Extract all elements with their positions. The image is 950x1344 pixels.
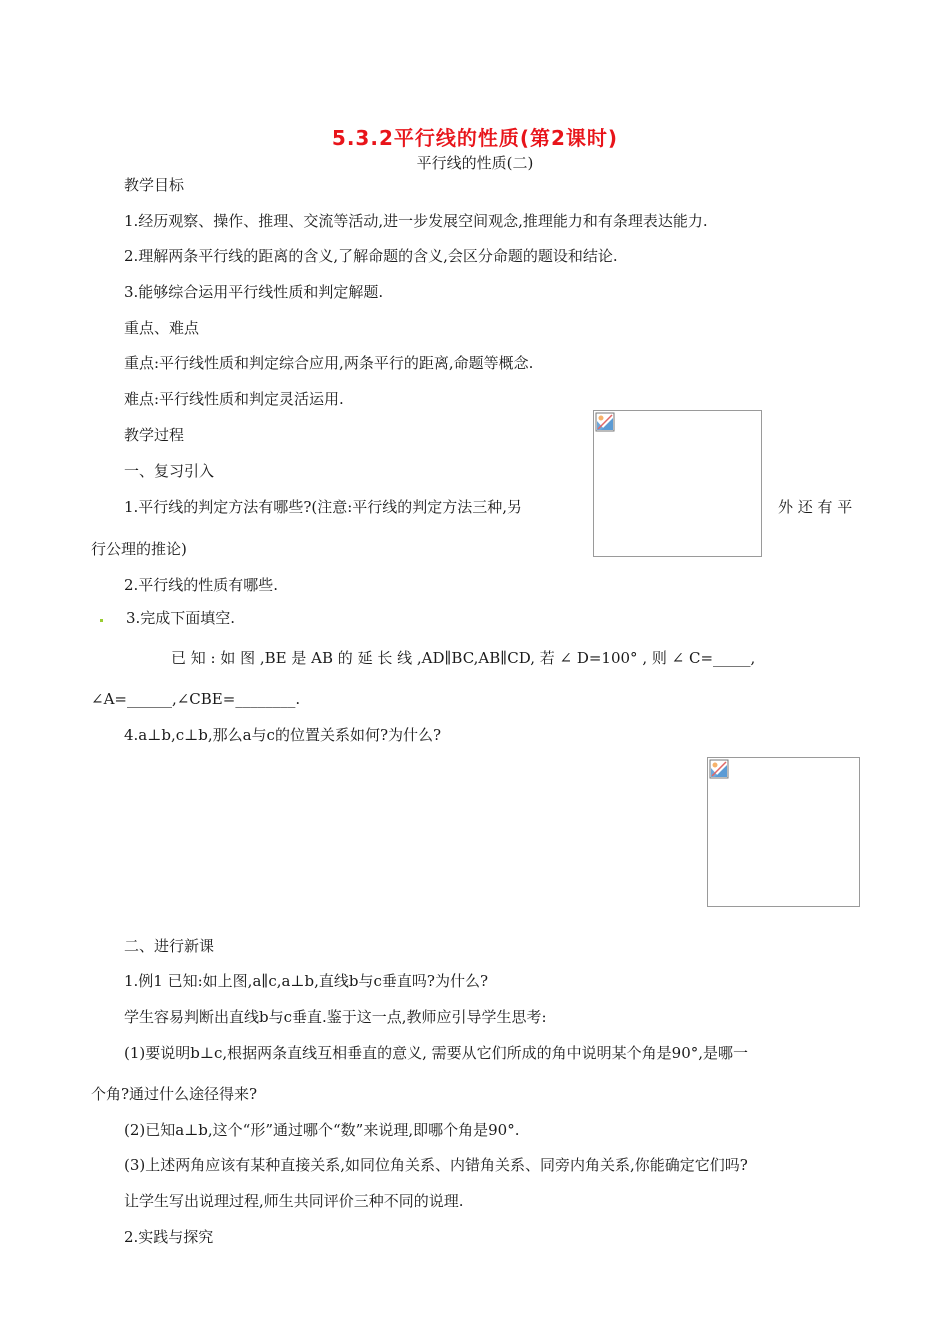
page-subtitle: 平行线的性质(二) xyxy=(416,154,534,172)
goal-3: 3.能够综合运用平行线性质和判定解题. xyxy=(124,283,384,301)
question-3-blanks: ∠A=______,∠CBE=________. xyxy=(91,690,301,708)
new-lesson-heading: 二、进行新课 xyxy=(124,937,215,955)
review-heading: 一、复习引入 xyxy=(124,462,215,480)
keypoint-line: 重点:平行线性质和判定综合应用,两条平行的距离,命题等概念. xyxy=(124,354,534,372)
page-title: 5.3.2平行线的性质(第2课时) xyxy=(331,126,619,150)
keypoints-heading: 重点、难点 xyxy=(124,319,200,337)
point-3: (3)上述两角应该有某种直接关系,如同位角关系、内错角关系、同旁内角关系,你能确定它们吗? xyxy=(124,1156,748,1174)
bullet-dot xyxy=(100,619,103,622)
example-1: 1.例1 已知:如上图,a∥c,a⊥b,直线b与c垂直吗?为什么? xyxy=(124,972,488,990)
example-1-note: 学生容易判断出直线b与c垂直.鉴于这一点,教师应引导学生思考: xyxy=(124,1008,547,1026)
question-3: 3.完成下面填空. xyxy=(126,609,236,627)
broken-image-icon xyxy=(595,412,615,432)
question-3-given: 已 知 : 如 图 ,BE 是 AB 的 延 长 线 ,AD∥BC,AB∥CD, 若 ∠ D=100° , 则 ∠ C=_____, xyxy=(171,649,756,667)
point-2: (2)已知a⊥b,这个“形”通过哪个“数”来说理,即哪个角是90°. xyxy=(124,1121,520,1139)
question-4: 4.a⊥b,c⊥b,那么a与c的位置关系如何?为什么? xyxy=(124,726,442,744)
question-1-part-2: 外 还 有 平 xyxy=(778,498,853,516)
question-2: 2.平行线的性质有哪些. xyxy=(124,576,279,594)
difficulty-line: 难点:平行线性质和判定灵活运用. xyxy=(124,390,344,408)
figure-image-2 xyxy=(707,757,860,907)
point-4: 让学生写出说理过程,师生共同评价三种不同的说理. xyxy=(124,1192,464,1210)
broken-image-icon xyxy=(709,759,729,779)
goal-2: 2.理解两条平行线的距离的含义,了解命题的含义,会区分命题的题设和结论. xyxy=(124,247,618,265)
goal-1: 1.经历观察、操作、推理、交流等活动,进一步发展空间观念,推理能力和有条理表达能力. xyxy=(124,212,708,230)
point-1-line-1: (1)要说明b⊥c,根据两条直线互相垂直的意义, 需要从它们所成的角中说明某个角是90°,是哪一 xyxy=(124,1044,749,1062)
process-heading: 教学过程 xyxy=(124,426,185,444)
practice-heading: 2.实践与探究 xyxy=(124,1228,214,1246)
figure-image-1 xyxy=(593,410,762,557)
point-1-line-2: 个角?通过什么途径得来? xyxy=(91,1085,258,1103)
question-1-part-1: 1.平行线的判定方法有哪些?(注意:平行线的判定方法三种,另 xyxy=(124,498,523,516)
goals-heading: 教学目标 xyxy=(124,176,185,194)
question-1-part-3: 行公理的推论) xyxy=(91,540,187,558)
